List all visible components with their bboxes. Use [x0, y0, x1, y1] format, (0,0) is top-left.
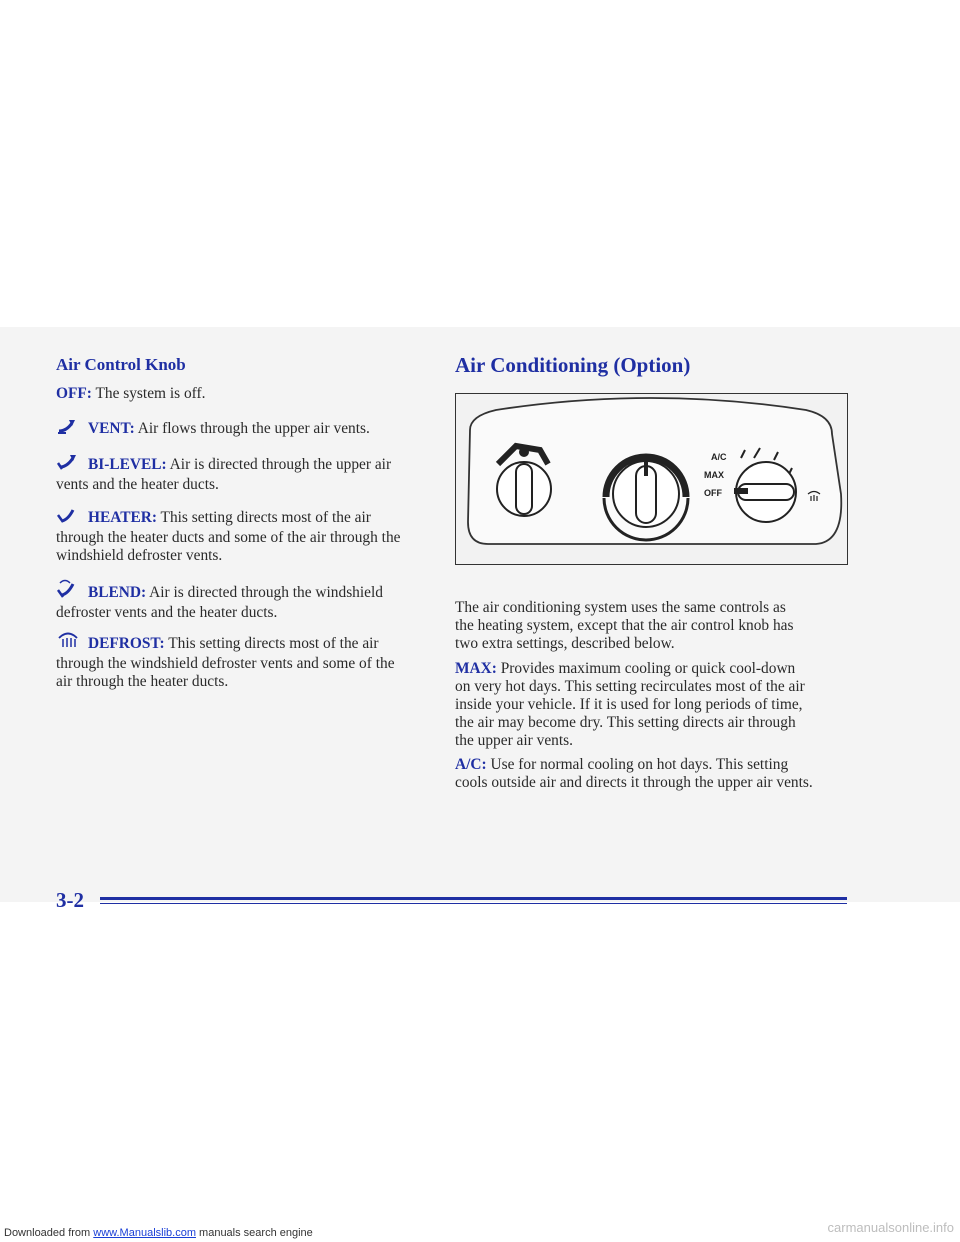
max-line-3: inside your vehicle. If it is used for long periods of time,: [455, 696, 803, 713]
heater-setting: [56, 506, 400, 565]
max-setting-label: MAX: [704, 470, 724, 480]
max-line-5: the upper air vents.: [455, 732, 573, 749]
off-setting-label: OFF: [704, 488, 722, 498]
vent-text: Air flows through the upper air vents.: [134, 420, 370, 437]
page-rule-thin: [100, 903, 847, 904]
ac-label: A/C:: [455, 756, 487, 773]
ac-intro-line-1: The air conditioning system uses the same controls as: [455, 599, 786, 616]
bi-level-icon: [56, 453, 80, 476]
max-label: MAX:: [455, 660, 497, 677]
control-panel-illustration: [456, 394, 846, 563]
defrost-label: DEFROST:: [88, 635, 165, 652]
ac-intro: [455, 599, 794, 653]
footer-prefix: Downloaded from: [4, 1227, 94, 1239]
temperature-knob: [604, 457, 688, 540]
heater-icon: [56, 506, 80, 529]
watermark: carmanualsonline.info: [827, 1220, 954, 1235]
bi-level-label: BI-LEVEL:: [88, 456, 167, 473]
page-rule-thick: [100, 897, 847, 900]
footer-suffix: manuals search engine: [195, 1227, 313, 1239]
max-setting-description: [455, 660, 805, 750]
ac-setting-label: A/C: [711, 452, 727, 462]
blend-icon: [56, 577, 80, 604]
max-line-2: on very hot days. This setting recirculates most of the air: [455, 678, 805, 695]
off-label: OFF:: [56, 385, 92, 402]
ac-line-1: Use for normal cooling on hot days. This setting: [486, 756, 789, 773]
blend-text-1: Air is directed through the windshield: [146, 584, 383, 601]
heater-text-2: through the heater ducts and some of the air through the: [56, 529, 401, 546]
page-number: 3-2: [56, 888, 84, 912]
off-text: The system is off.: [91, 385, 206, 402]
section-heading-air-control-knob: Air Control Knob: [56, 355, 186, 374]
bi-level-text-1: Air is directed through the upper air: [166, 456, 392, 473]
blend-text-2: defroster vents and the heater ducts.: [56, 604, 278, 621]
blend-label: BLEND:: [88, 584, 147, 601]
vent-label: VENT:: [88, 420, 135, 437]
climate-control-figure: [455, 393, 848, 565]
vent-setting: [56, 417, 370, 440]
fan-knob: [497, 446, 551, 516]
vent-icon: [56, 417, 80, 440]
defrost-text-2: through the windshield defroster vents and some of the: [56, 655, 395, 672]
defrost-text-1: This setting directs most of the air: [164, 635, 379, 652]
bi-level-text-2: vents and the heater ducts.: [56, 476, 219, 493]
defrost-setting: [56, 630, 395, 691]
ac-intro-line-3: two extra settings, described below.: [455, 635, 675, 652]
heater-text-3: windshield defroster vents.: [56, 547, 223, 564]
defrost-text-3: air through the heater ducts.: [56, 673, 229, 690]
blend-setting: [56, 577, 383, 622]
ac-line-2: cools outside air and directs it through the upper air vents.: [455, 774, 813, 791]
download-footer: [4, 1227, 313, 1239]
ac-intro-line-2: the heating system, except that the air control knob has: [455, 617, 794, 634]
bi-level-setting: [56, 453, 391, 494]
max-line-1: Provides maximum cooling or quick cool-down: [496, 660, 796, 677]
heater-label: HEATER:: [88, 509, 157, 526]
off-setting: [56, 385, 205, 403]
ac-setting-description: [455, 756, 813, 792]
max-line-4: the air may become dry. This setting directs air through: [455, 714, 796, 731]
manualslib-link[interactable]: www.Manualslib.com: [93, 1227, 196, 1239]
defrost-icon: [56, 630, 80, 655]
heater-text-1: This setting directs most of the air: [156, 509, 371, 526]
section-heading-air-conditioning: Air Conditioning (Option): [455, 353, 691, 377]
